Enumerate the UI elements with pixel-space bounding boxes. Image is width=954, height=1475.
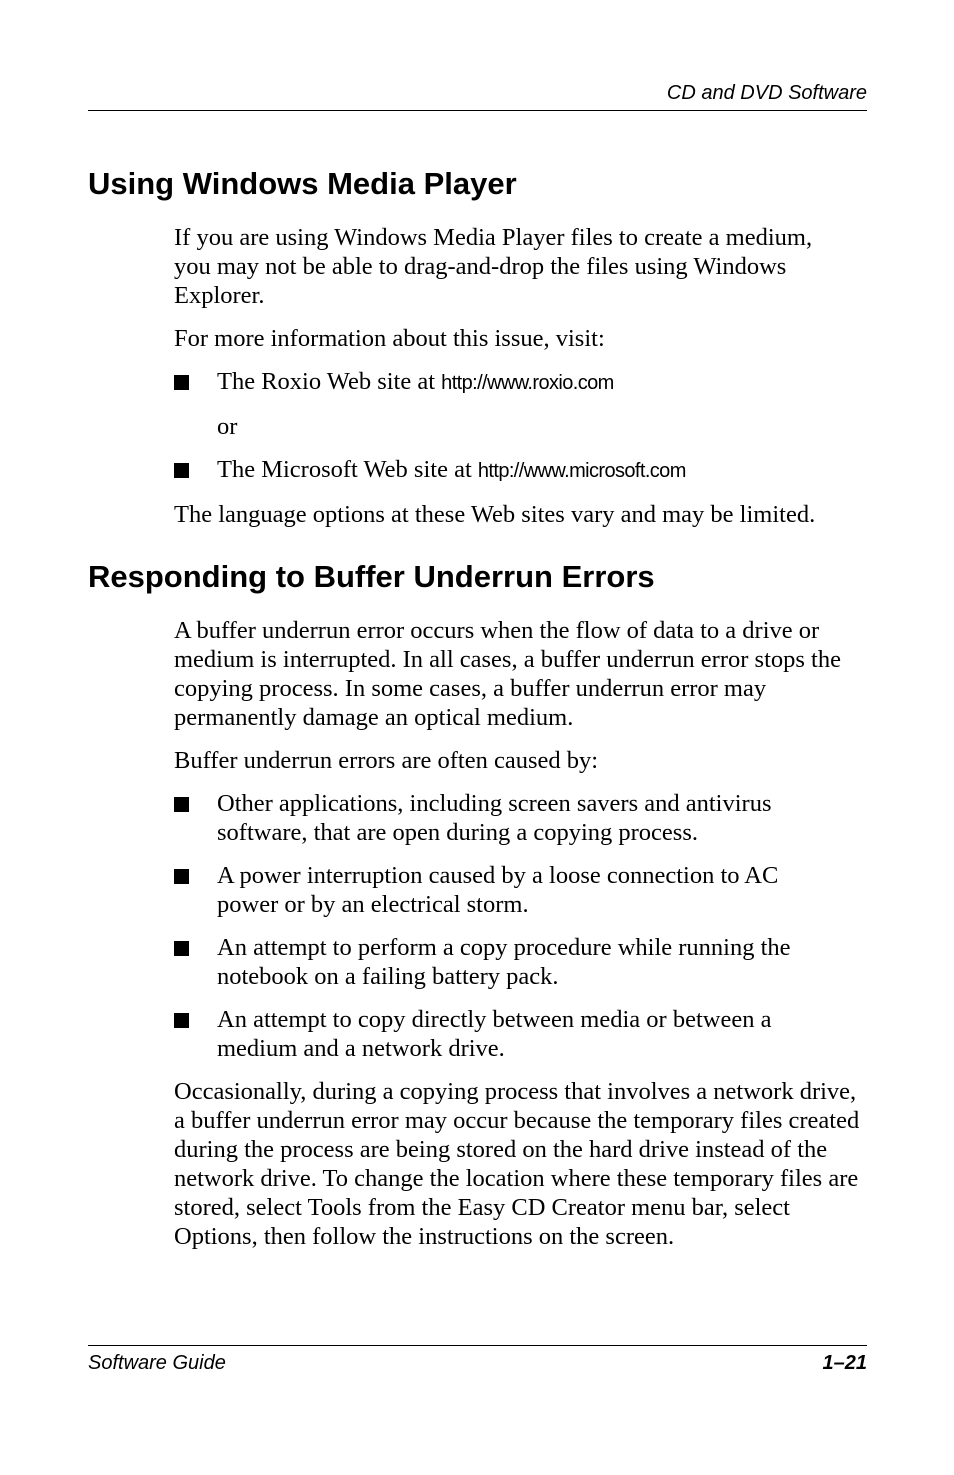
paragraph: Occasionally, during a copying process that involves a network drive, a buffer underrun error may occur because the temporary files created during the process are being stored on the hard drive instead of the network drive. To change the location where these temporary files are stored, select Tools from the Easy CD Creator menu bar, select Options, then follow the instructions on the screen. (174, 1078, 860, 1250)
list-item (174, 367, 874, 398)
list-item-text: The Microsoft Web site at (217, 456, 478, 483)
section-title-buffer-underrun: Responding to Buffer Underrun Errors (88, 559, 655, 594)
list-item-text: Other applications, including screen savers and antivirus software, that are open during a copying process. (217, 790, 772, 846)
paragraph: A buffer underrun error occurs when the flow of data to a drive or medium is interrupted. In all cases, a buffer underrun error stops the copying process. In some cases, a buffer underrun error may permanently damage an optical medium. (174, 617, 841, 731)
list-item-text: An attempt to perform a copy procedure while running the notebook on a failing battery pack. (217, 934, 791, 990)
paragraph: The language options at these Web sites vary and may be limited. (174, 501, 816, 528)
roxio-url-link[interactable]: http://www.roxio.com (441, 372, 614, 394)
paragraph: For more information about this issue, visit: (174, 325, 605, 352)
paragraph: If you are using Windows Media Player files to create a medium, you may not be able to drag-and-drop the files using Windows Explorer. (174, 224, 813, 309)
list-item-text: A power interruption caused by a loose connection to AC power or by an electrical storm. (217, 862, 779, 918)
bullet-square-icon (174, 941, 189, 956)
header-rule (88, 110, 867, 111)
bullet-square-icon (174, 1013, 189, 1028)
or-text: or (217, 413, 238, 440)
bullet-square-icon (174, 375, 189, 390)
microsoft-url-link[interactable]: http://www.microsoft.com (477, 460, 686, 482)
paragraph: Buffer underrun errors are often caused by: (174, 747, 599, 774)
list-item-text: The Roxio Web site at (217, 368, 442, 395)
list-item (174, 455, 874, 486)
list-item (174, 1005, 857, 1063)
bullet-square-icon (174, 463, 189, 478)
section-title-windows-media-player: Using Windows Media Player (88, 166, 517, 201)
list-item-text: An attempt to copy directly between media or between a medium and a network drive. (217, 1006, 772, 1062)
section-body-windows-media-player (174, 223, 874, 529)
page-number: 1–21 (822, 1352, 867, 1374)
running-head: CD and DVD Software (666, 82, 867, 104)
list-item (174, 861, 797, 919)
section-body-buffer-underrun (174, 616, 874, 1251)
bullet-square-icon (174, 797, 189, 812)
list-item (174, 789, 837, 847)
bullet-square-icon (174, 869, 189, 884)
footer-rule (88, 1345, 867, 1346)
footer-title: Software Guide (88, 1352, 226, 1374)
list-item (174, 933, 882, 991)
